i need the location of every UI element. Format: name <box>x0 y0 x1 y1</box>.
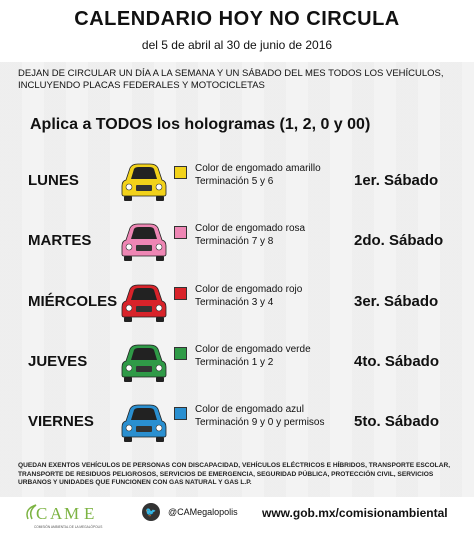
car-icon <box>118 401 170 445</box>
sticker-color-swatch <box>174 407 187 420</box>
day-label: LUNES <box>28 172 79 189</box>
svg-text:E: E <box>84 504 95 523</box>
plate-termination-text: Terminación 7 y 8 <box>195 236 274 247</box>
sticker-description <box>195 162 321 188</box>
svg-text:C: C <box>36 504 48 523</box>
schedule-row <box>0 341 474 385</box>
svg-text:COMISIÓN AMBIENTAL DE LA MEGAL: COMISIÓN AMBIENTAL DE LA MEGALÓPOLIS <box>34 525 103 529</box>
day-label: MARTES <box>28 232 92 249</box>
circulation-notice: DEJAN DE CIRCULAR UN DÍA A LA SEMANA Y UN SÁBADO DEL MES TODOS LOS VEHÍCULOS, INCLUYENDO PLACAS FEDERALES Y MOTOCICLETAS <box>18 68 444 91</box>
sticker-color-text: Color de engomado verde <box>195 344 311 355</box>
saturday-label: 3er. Sábado <box>354 293 439 310</box>
sticker-color-text: Color de engomado azul <box>195 404 304 415</box>
footer <box>0 497 474 535</box>
day-label: VIERNES <box>28 413 94 430</box>
saturday-label: 5to. Sábado <box>354 413 440 430</box>
applies-heading: Aplica a TODOS los hologramas (1, 2, 0 y 00) <box>30 116 371 133</box>
header <box>0 0 474 62</box>
saturday-label: 4to. Sábado <box>354 353 440 370</box>
saturday-label: 2do. Sábado <box>354 232 444 249</box>
sticker-color-text: Color de engomado rosa <box>195 223 306 234</box>
sticker-color-swatch <box>174 347 187 360</box>
plate-termination-text: Terminación 3 y 4 <box>195 297 274 308</box>
schedule-row <box>0 160 474 204</box>
plate-termination-text: Terminación 1 y 2 <box>195 357 274 368</box>
date-range: del 5 de abril al 30 de junio de 2016 <box>141 38 333 52</box>
schedule-row <box>0 401 474 445</box>
plate-termination-text: Terminación 9 y 0 y permisos <box>195 417 325 428</box>
sticker-color-text: Color de engomado amarillo <box>195 163 321 174</box>
website-url[interactable]: www.gob.mx/comisionambiental <box>262 506 448 520</box>
car-icon <box>118 220 170 264</box>
sticker-description <box>195 343 311 369</box>
saturday-label: 1er. Sábado <box>354 172 439 189</box>
car-icon <box>118 160 170 204</box>
twitter-handle[interactable]: @CAMegalopolis <box>168 507 238 517</box>
svg-text:A: A <box>50 504 63 523</box>
twitter-icon[interactable]: 🐦 <box>142 503 160 521</box>
sticker-description <box>195 222 305 248</box>
day-label: JUEVES <box>28 353 88 370</box>
schedule-row <box>0 281 474 325</box>
day-label: MIÉRCOLES <box>28 293 118 310</box>
sticker-color-swatch <box>174 166 187 179</box>
sticker-description <box>195 403 325 429</box>
sticker-color-swatch <box>174 226 187 239</box>
car-icon <box>118 281 170 325</box>
plate-termination-text: Terminación 5 y 6 <box>195 176 274 187</box>
exemptions-note: QUEDAN EXENTOS VEHÍCULOS DE PERSONAS CON DISCAPACIDAD, VEHÍCULOS ELÉCTRICOS E HÍBRIDOS, TRANSPORTE ESCOLAR, TRANSPORTE DE RESIDUOS PELIGROSOS, SERVICIOS DE EMERGENCIA, SEGURIDAD PÚBLICA, PROTECCIÓN CIVIL, SERVICIOS URBANOS Y UNIDADES QUE FUNCIONEN CON GAS NATURAL Y GAS L.P. <box>18 462 451 486</box>
sticker-color-swatch <box>174 287 187 300</box>
sticker-color-text: Color de engomado rojo <box>195 284 303 295</box>
car-icon <box>118 341 170 385</box>
sticker-description <box>195 283 302 309</box>
schedule-row <box>0 220 474 264</box>
svg-text:M: M <box>64 504 80 523</box>
came-logo <box>22 499 132 531</box>
page-title: CALENDARIO HOY NO CIRCULA <box>74 8 400 30</box>
